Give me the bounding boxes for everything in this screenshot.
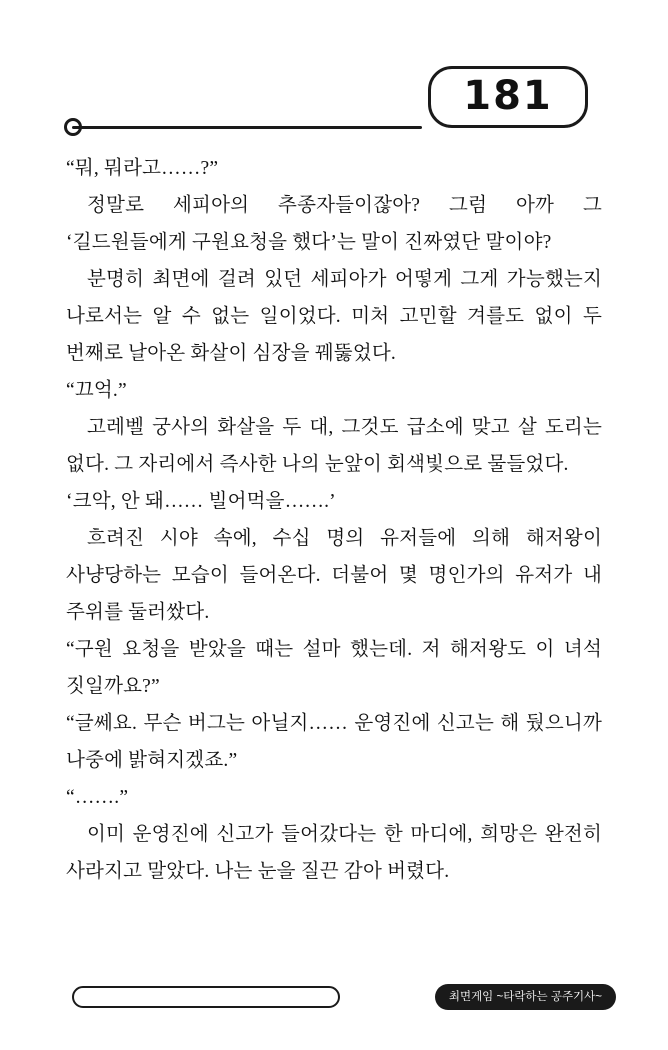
paragraph: 정말로 세피아의 추종자들이잖아? 그럼 아까 그 ‘길드원들에게 구원요청을 했다’는 말이 진짜였단 말이야? <box>66 195 602 253</box>
paragraph: “구원 요청을 받았을 때는 설마 했는데. 저 해저왕도 이 녀석 짓일까요?” <box>66 639 602 697</box>
page-footer <box>72 984 616 1010</box>
footer-rule <box>72 986 340 1008</box>
paragraph: “글쎄요. 무슨 버그는 아닐지…… 운영진에 신고는 해 뒀으니까 나중에 밝혀지겠죠.” <box>66 713 602 771</box>
page-header <box>60 66 628 136</box>
paragraph: 흐려진 시야 속에, 수십 명의 유저들에 의해 해저왕이 사냥당하는 모습이 들어온다. 더불어 몇 명인가의 유저가 내 주위를 둘러쌌다. <box>66 528 602 623</box>
paragraph: 이미 운영진에 신고가 들어갔다는 한 마디에, 희망은 완전히 사라지고 말았다. 나는 눈을 질끈 감아 버렸다. <box>66 824 602 882</box>
header-rule <box>72 126 422 129</box>
series-title: 최면게임 ~타락하는 공주기사~ <box>435 984 616 1010</box>
page-body <box>66 150 602 890</box>
paragraph: 고레벨 궁사의 화살을 두 대, 그것도 급소에 맞고 살 도리는 없다. 그 자리에서 즉사한 나의 눈앞이 회색빛으로 물들었다. <box>66 417 602 475</box>
paragraph: “…….” <box>66 787 129 808</box>
page-number: 181 <box>463 73 553 119</box>
paragraph: “끄억.” <box>66 380 127 401</box>
paragraph: 분명히 최면에 걸려 있던 세피아가 어떻게 그게 가능했는지 나로서는 알 수 없는 일이었다. 미처 고민할 겨를도 없이 두 번째로 날아온 화살이 심장을 꿰뚫었다. <box>66 269 602 364</box>
paragraph: “뭐, 뭐라고……?” <box>66 158 219 179</box>
paragraph: ‘크악, 안 돼…… 빌어먹을…….’ <box>66 491 336 512</box>
